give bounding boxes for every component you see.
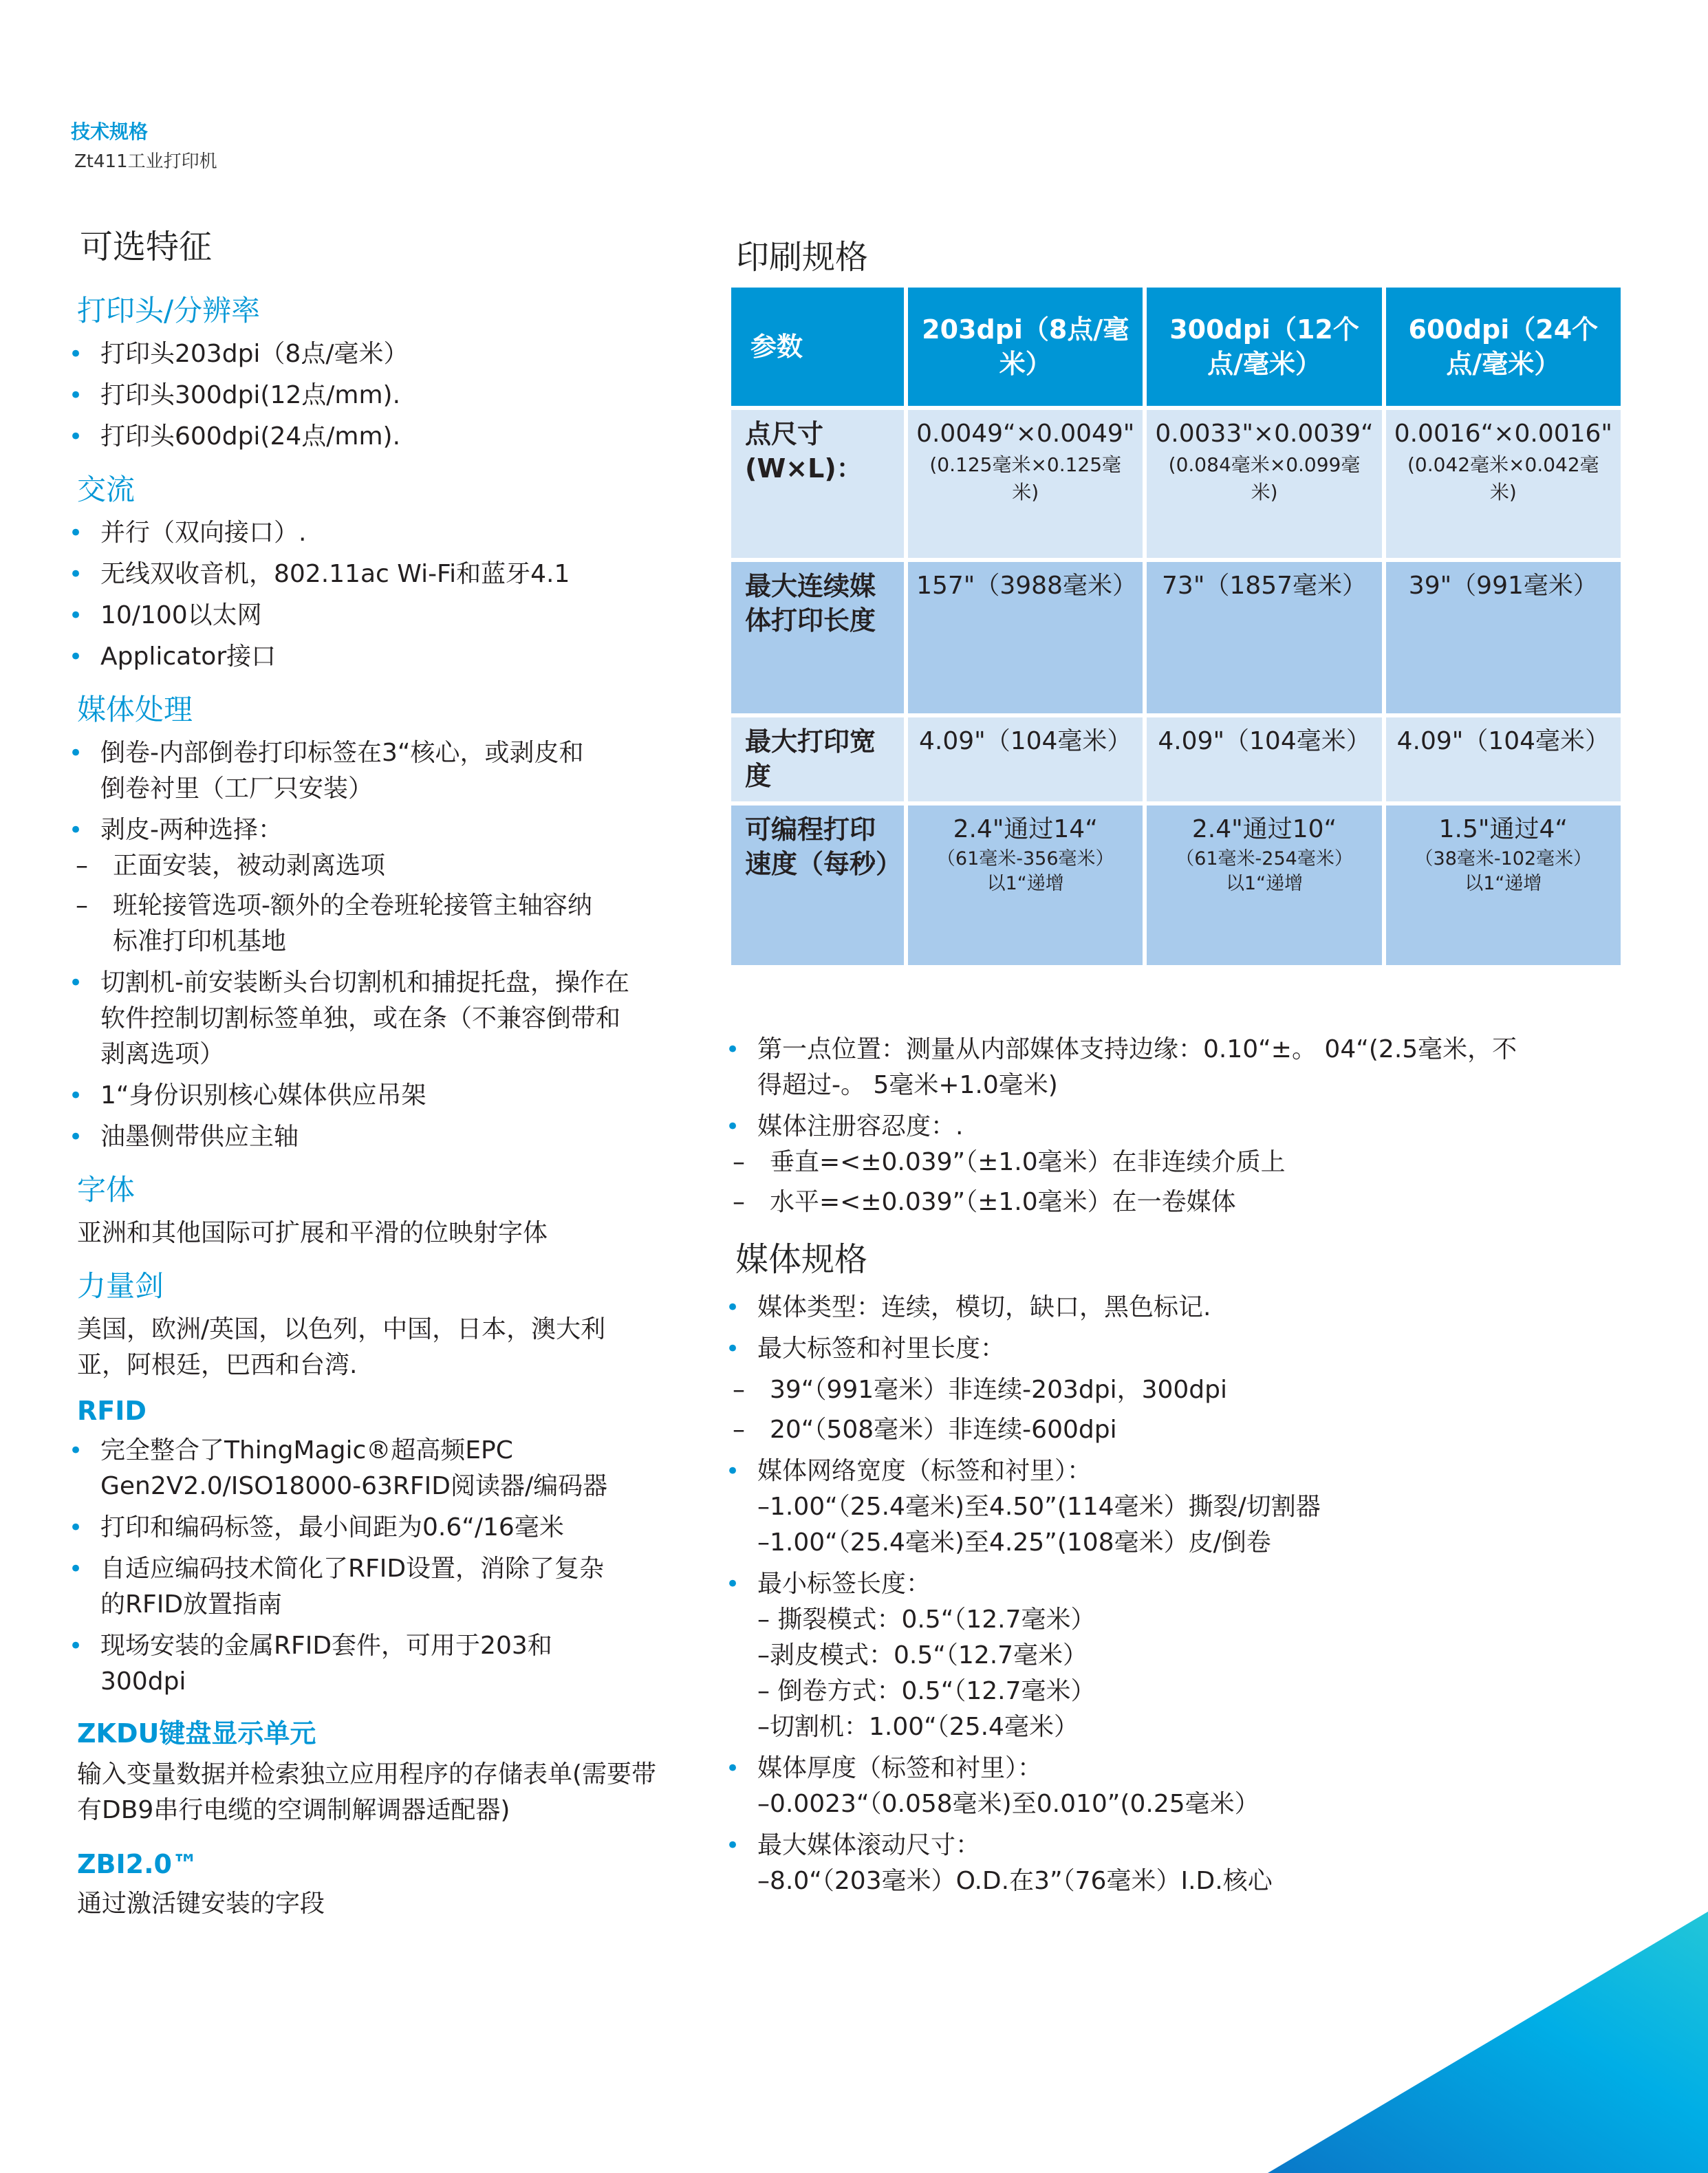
list-item: • 打印头600dpi(24点/mm). bbox=[69, 419, 674, 455]
table-cell: 4.09"（104毫米） bbox=[1147, 717, 1381, 801]
printhead-list bbox=[69, 336, 674, 455]
list-item bbox=[726, 1453, 1613, 1561]
roll-label: 最大媒体滚动尺寸： bbox=[757, 1831, 981, 1859]
list-item: – 39“（991毫米）非连续-203dpi，300dpi bbox=[733, 1372, 1613, 1408]
web-width-line: –1.00“（25.4毫米)至4.25”(108毫米）皮/倒卷 bbox=[757, 1528, 1271, 1557]
table-header-row bbox=[731, 288, 1621, 406]
list-item: – 水平=<±0.039”（±1.0毫米）在一卷媒体 bbox=[733, 1185, 1613, 1220]
zkdu-text: 输入变量数据并检索独立应用程序的存储表单(需要带有DB9串行电缆的空调制解调器适配器) bbox=[77, 1760, 657, 1824]
table-header: 300dpi（12个点/毫米） bbox=[1147, 288, 1381, 406]
cell-sub: (0.042毫米×0.042毫米) bbox=[1407, 453, 1599, 504]
print-specs-title: 印刷规格 bbox=[736, 238, 869, 277]
rfid-title: RFID bbox=[77, 1396, 147, 1426]
cell-sub: （61毫米-254毫米） bbox=[1176, 848, 1353, 869]
list-item: • Applicator接口 bbox=[69, 639, 674, 675]
cell-sub: （61毫米-356毫米） bbox=[936, 848, 1114, 869]
cell-sub: (0.084毫米×0.099毫米) bbox=[1168, 453, 1361, 504]
comm-title: 交流 bbox=[77, 473, 136, 506]
thickness-label: 媒体厚度（标签和衬里）： bbox=[757, 1754, 1043, 1782]
list-item bbox=[726, 1109, 1613, 1220]
list-item bbox=[726, 1331, 1613, 1448]
right-column bbox=[726, 1032, 1613, 1905]
row-label: 可编程打印速度（每秒） bbox=[731, 806, 904, 965]
table-header: 参数 bbox=[731, 288, 904, 406]
list-item: • 无线双收音机，802.11ac Wi-Fi和蓝牙4.1 bbox=[69, 556, 592, 592]
cell-main: 1.5"通过4“ bbox=[1438, 815, 1568, 843]
list-item: • 媒体类型：连续，模切，缺口，黑色标记. bbox=[726, 1290, 1613, 1326]
table-row bbox=[731, 562, 1621, 713]
roll-line: –8.0“（203毫米）O.D.在3”（76毫米）I.D.核心 bbox=[757, 1867, 1273, 1895]
max-length-sublist bbox=[733, 1372, 1613, 1448]
list-item bbox=[726, 1828, 1613, 1899]
list-item: • 打印头203dpi（8点/毫米） bbox=[69, 336, 674, 372]
registration-label: 媒体注册容忍度：. bbox=[757, 1112, 964, 1140]
web-width-label: 媒体网络宽度（标签和衬里）： bbox=[757, 1457, 1092, 1485]
fonts-title: 字体 bbox=[77, 1173, 136, 1207]
zbi-title: ZBI2.0™ bbox=[77, 1849, 198, 1879]
cell-main: 0.0016“×0.0016" bbox=[1394, 420, 1612, 448]
position-list bbox=[726, 1032, 1613, 1220]
corner-decoration bbox=[1254, 1912, 1708, 2173]
table-row bbox=[731, 410, 1621, 558]
list-item: • 打印头300dpi(12点/mm). bbox=[69, 378, 674, 413]
max-length-label: 最大标签和衬里长度： bbox=[757, 1334, 1006, 1363]
list-item: • 第一点位置：测量从内部媒体支持边缘：0.10“±。 04“(2.5毫米，不得超过-。 5毫米+1.0毫米) bbox=[726, 1032, 1537, 1103]
table-cell: 4.09"（104毫米） bbox=[908, 717, 1143, 801]
media-handling-list bbox=[69, 735, 674, 1155]
doc-model: Zt411工业打印机 bbox=[74, 151, 217, 172]
list-item: • 1“身份识别核心媒体供应吊架 bbox=[69, 1078, 674, 1114]
cell-increment: 以1“递增 bbox=[1225, 873, 1304, 894]
min-length-label: 最小标签长度： bbox=[757, 1570, 931, 1598]
fonts-text: 亚洲和其他国际可扩展和平滑的位映射字体 bbox=[77, 1219, 548, 1247]
rfid-list bbox=[69, 1433, 674, 1700]
cell-main: 2.4"通过10“ bbox=[1191, 815, 1337, 843]
list-item: • 切割机-前安装断头台切割机和捕捉托盘，操作在软件控制切割标签单独，或在条（不兼容倒带和剥离选项） bbox=[69, 965, 633, 1072]
comm-list bbox=[69, 515, 674, 675]
min-length-line: –切割机：1.00“（25.4毫米） bbox=[757, 1713, 1079, 1741]
cell-main: 2.4"通过14“ bbox=[953, 815, 1098, 843]
media-specs-title: 媒体规格 bbox=[735, 1240, 868, 1279]
list-item: – 正面安装，被动剥离选项 bbox=[76, 848, 674, 884]
list-item: • 倒卷-内部倒卷打印标签在3“核心，或剥皮和倒卷衬里（工厂只安装） bbox=[69, 735, 605, 807]
sword-text: 美国，欧洲/英国，以色列，中国，日本，澳大利亚，阿根廷，巴西和台湾. bbox=[77, 1315, 606, 1379]
list-item: • 现场安装的金属RFID套件，可用于203和300dpi bbox=[69, 1628, 633, 1700]
table-cell bbox=[1147, 410, 1381, 558]
list-item: • 打印和编码标签，最小间距为0.6“/16毫米 bbox=[69, 1510, 605, 1546]
cell-increment: 以1“递增 bbox=[986, 873, 1064, 894]
zbi-text: 通过激活键安装的字段 bbox=[77, 1890, 325, 1918]
zkdu-title: ZKDU键盘显示单元 bbox=[77, 1718, 316, 1749]
row-label: 点尺寸(W×L)： bbox=[731, 410, 904, 558]
cell-main: 0.0033"×0.0039“ bbox=[1155, 420, 1374, 448]
row-label: 最大打印宽度 bbox=[731, 717, 904, 801]
list-item bbox=[726, 1751, 1613, 1822]
list-item: • 自适应编码技术简化了RFID设置，消除了复杂的RFID放置指南 bbox=[69, 1551, 619, 1623]
table-cell bbox=[1147, 806, 1381, 965]
cell-increment: 以1“递增 bbox=[1464, 873, 1542, 894]
media-specs-list bbox=[726, 1290, 1613, 1899]
doc-category: 技术规格 bbox=[71, 120, 149, 143]
list-item: • 10/100以太网 bbox=[69, 598, 674, 634]
table-cell: 39"（991毫米） bbox=[1386, 562, 1621, 713]
list-item bbox=[69, 812, 674, 960]
table-cell bbox=[908, 410, 1143, 558]
left-column bbox=[69, 220, 674, 1922]
optional-features-title: 可选特征 bbox=[80, 228, 213, 266]
row-label: 最大连续媒体打印长度 bbox=[731, 562, 904, 713]
table-header: 203dpi（8点/毫米） bbox=[908, 288, 1143, 406]
cell-sub: （38毫米-102毫米） bbox=[1414, 848, 1592, 869]
table-row bbox=[731, 806, 1621, 965]
table-cell bbox=[908, 806, 1143, 965]
table-cell: 157"（3988毫米） bbox=[908, 562, 1143, 713]
printhead-title: 打印头/分辨率 bbox=[77, 294, 261, 327]
peel-sublist bbox=[76, 848, 674, 960]
table-cell: 73"（1857毫米） bbox=[1147, 562, 1381, 713]
list-item: • 完全整合了ThingMagic®超高频EPC Gen2V2.0/ISO18000-63RFID阅读器/编码器 bbox=[69, 1433, 619, 1504]
table-header: 600dpi（24个点/毫米） bbox=[1386, 288, 1621, 406]
peel-label: 剥皮-两种选择： bbox=[100, 816, 283, 844]
min-length-line: –剥皮模式：0.5“（12.7毫米） bbox=[757, 1641, 1088, 1669]
list-item: – 20“（508毫米）非连续-600dpi bbox=[733, 1412, 1613, 1448]
list-item bbox=[726, 1566, 1613, 1745]
min-length-line: – 倒卷方式：0.5“（12.7毫米） bbox=[757, 1677, 1096, 1705]
media-handling-title: 媒体处理 bbox=[77, 693, 193, 726]
list-item: – 垂直=<±0.039”（±1.0毫米）在非连续介质上 bbox=[733, 1145, 1613, 1180]
web-width-line: –1.00“（25.4毫米)至4.50”(114毫米）撕裂/切割器 bbox=[757, 1493, 1321, 1521]
print-specs-table bbox=[727, 283, 1625, 969]
min-length-line: – 撕裂模式：0.5“（12.7毫米） bbox=[757, 1606, 1096, 1634]
list-item: • 并行（双向接口）. bbox=[69, 515, 674, 551]
cell-main: 0.0049“×0.0049" bbox=[916, 420, 1135, 448]
table-cell: 4.09"（104毫米） bbox=[1386, 717, 1621, 801]
table-cell bbox=[1386, 410, 1621, 558]
cell-sub: (0.125毫米×0.125毫米) bbox=[929, 453, 1122, 504]
sword-title: 力量剑 bbox=[77, 1269, 164, 1303]
list-item: • 油墨侧带供应主轴 bbox=[69, 1119, 674, 1155]
thickness-line: –0.0023“（0.058毫米)至0.010”(0.25毫米） bbox=[757, 1790, 1260, 1818]
list-item: – 班轮接管选项-额外的全卷班轮接管主轴容纳标准打印机基地 bbox=[76, 888, 612, 960]
table-cell bbox=[1386, 806, 1621, 965]
table-row bbox=[731, 717, 1621, 801]
registration-sublist bbox=[733, 1145, 1613, 1220]
